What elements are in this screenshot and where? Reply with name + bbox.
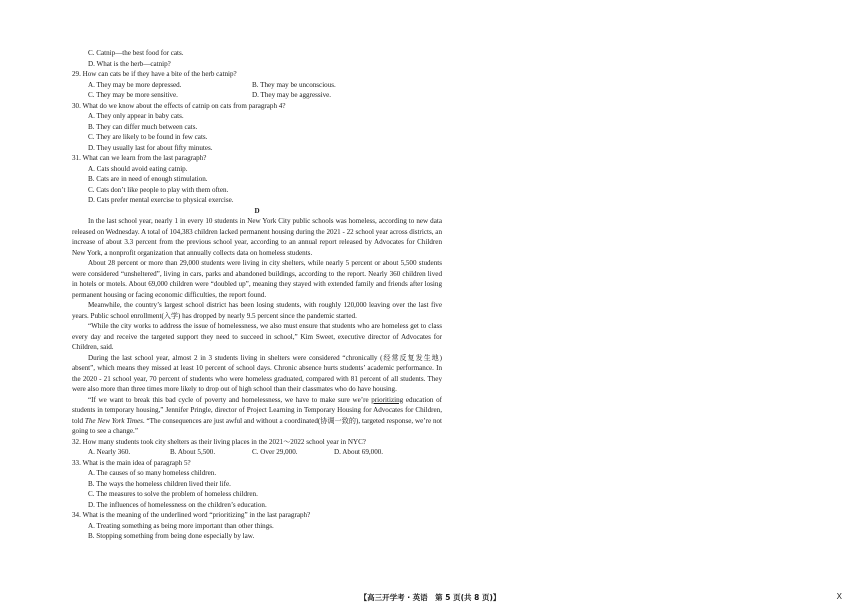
q29-option-b: B. They may be unconscious. bbox=[252, 80, 336, 89]
q28-option-c: C. Catnip—the best food for cats. bbox=[88, 49, 184, 57]
q30-option-c: C. They are likely to be found in few cats. bbox=[88, 133, 208, 141]
p6-text-a: “If we want to break this bad cycle of poverty and homelessness, we have to make sure we’re bbox=[88, 395, 372, 404]
newspaper-name: The New York Times bbox=[84, 416, 143, 425]
exam-page bbox=[72, 48, 442, 542]
q30-option-a: A. They only appear in baby cats. bbox=[88, 112, 184, 120]
q34-stem: 34. What is the meaning of the underlined word “prioritizing” in the last paragraph? bbox=[72, 511, 311, 519]
underlined-word-prioritizing: prioritizing bbox=[371, 395, 404, 404]
q29-stem: 29. How can cats be if they have a bite of the herb catnip? bbox=[72, 70, 237, 78]
q32-option-b: B. About 5,500. bbox=[170, 448, 216, 456]
q28-option-d: D. What is the herb—catnip? bbox=[88, 59, 171, 68]
q29-options-row2 bbox=[72, 90, 442, 101]
q31-option-d: D. Cats prefer mental exercise to physical exercise. bbox=[88, 196, 234, 204]
passage-paragraph-6 bbox=[72, 395, 442, 437]
q32-options bbox=[72, 447, 442, 458]
q33-stem: 33. What is the main idea of paragraph 5? bbox=[72, 458, 191, 467]
corner-mark: X bbox=[836, 592, 842, 601]
q32-stem: 32. How many students took city shelters as their living places in the 2021～2022 school year in NYC? bbox=[72, 437, 366, 446]
q29-option-c: C. They may be more sensitive. bbox=[88, 91, 178, 99]
p6-text-c: . “The consequences are just awful and without a coordinated(协调一致的), targeted response, we’re not going to see a change.” bbox=[72, 416, 443, 435]
p6-text-b: education of students in temporary housing,” Jennifer Pringle, director of Project Learning in Temporary Housing for Advocates for Children, told bbox=[72, 395, 442, 425]
passage-paragraph-3: Meanwhile, the country’s largest school district has been losing students, with roughly 120,000 leaving over the last five years. Public school enrollment(入学) has dropped by nearly 9.5 percent since the pandemic started. bbox=[72, 301, 442, 320]
q31-option-a: A. Cats should avoid eating catnip. bbox=[88, 164, 188, 173]
q31-option-b: B. Cats are in need of enough stimulation. bbox=[88, 175, 208, 183]
q33-option-a: A. The causes of so many homeless children. bbox=[88, 469, 217, 477]
q29-option-d: D. They may be aggressive. bbox=[252, 91, 332, 99]
q31-stem: 31. What can we learn from the last paragraph? bbox=[72, 154, 207, 162]
q29-options-row1 bbox=[72, 80, 442, 91]
q33-option-c: C. The measures to solve the problem of homeless children. bbox=[88, 490, 258, 498]
q33-option-b: B. The ways the homeless children lived their life. bbox=[88, 479, 231, 488]
section-d-heading: D bbox=[254, 206, 260, 215]
q31-option-c: C. Cats don’t like people to play with them often. bbox=[88, 185, 229, 194]
passage-paragraph-2: About 28 percent or more than 29,000 students were living in city shelters, while nearly 5 percent or about 5,500 students were considered “unsheltered”, living in cars, parks and abandoned buildings, according to the report. Nearly 360 children lived in hotels or motels. About 69,000 children were “doubled up”, meaning they stayed with extended family and friends after losing permanent housing or facing economic difficulties, the report found. bbox=[72, 259, 442, 299]
q30-option-b: B. They can differ much between cats. bbox=[88, 122, 198, 131]
q29-option-a: A. They may be more depressed. bbox=[88, 80, 182, 89]
q34-option-b: B. Stopping something from being done especially by law. bbox=[88, 532, 255, 540]
passage-paragraph-5: During the last school year, almost 2 in 3 students living in shelters were considered “chronically (经常反复发生地) absent”, which means they missed at least 10 percent of school days. Chronic absence hurts students’ academic performance. In the 2020 - 21 school year, 70 percent of students who were homeless graduated, compared with 81 percent of all students. They were also more than three times more likely to drop out of high school than their classmates who do have housing. bbox=[72, 353, 442, 393]
q32-option-c: C. Over 29,000. bbox=[252, 448, 298, 456]
passage-paragraph-4: “While the city works to address the issue of homelessness, we also must ensure that students who are homeless get to class every day and receive the targeted support they need to succeed in school,” Kim Sweet, executive director of Advocates for Children, said. bbox=[72, 322, 442, 351]
passage-paragraph-1: In the last school year, nearly 1 in every 10 students in New York City public schools was homeless, according to new data released on Wednesday. A total of 104,383 children lacked permanent housing during the 2021 - 22 school year across districts, an increase of about 3.3 percent from the previous school year, according to an annual report released by Advocates for Children New York, a nonprofit organization that annually collects data on homeless students. bbox=[72, 217, 442, 257]
q30-stem: 30. What do we know about the effects of catnip on cats from paragraph 4? bbox=[72, 101, 286, 110]
q30-option-d: D. They usually last for about fifty minutes. bbox=[88, 143, 213, 152]
q32-option-d: D. About 69,000. bbox=[334, 448, 384, 456]
q33-option-d: D. The influences of homelessness on the children’s education. bbox=[88, 500, 267, 509]
page-footer: 【高三开学考 · 英语 第 5 页(共 8 页)】 bbox=[359, 593, 501, 602]
q32-option-a: A. Nearly 360. bbox=[88, 448, 131, 456]
q34-option-a: A. Treating something as being more important than other things. bbox=[88, 521, 274, 530]
